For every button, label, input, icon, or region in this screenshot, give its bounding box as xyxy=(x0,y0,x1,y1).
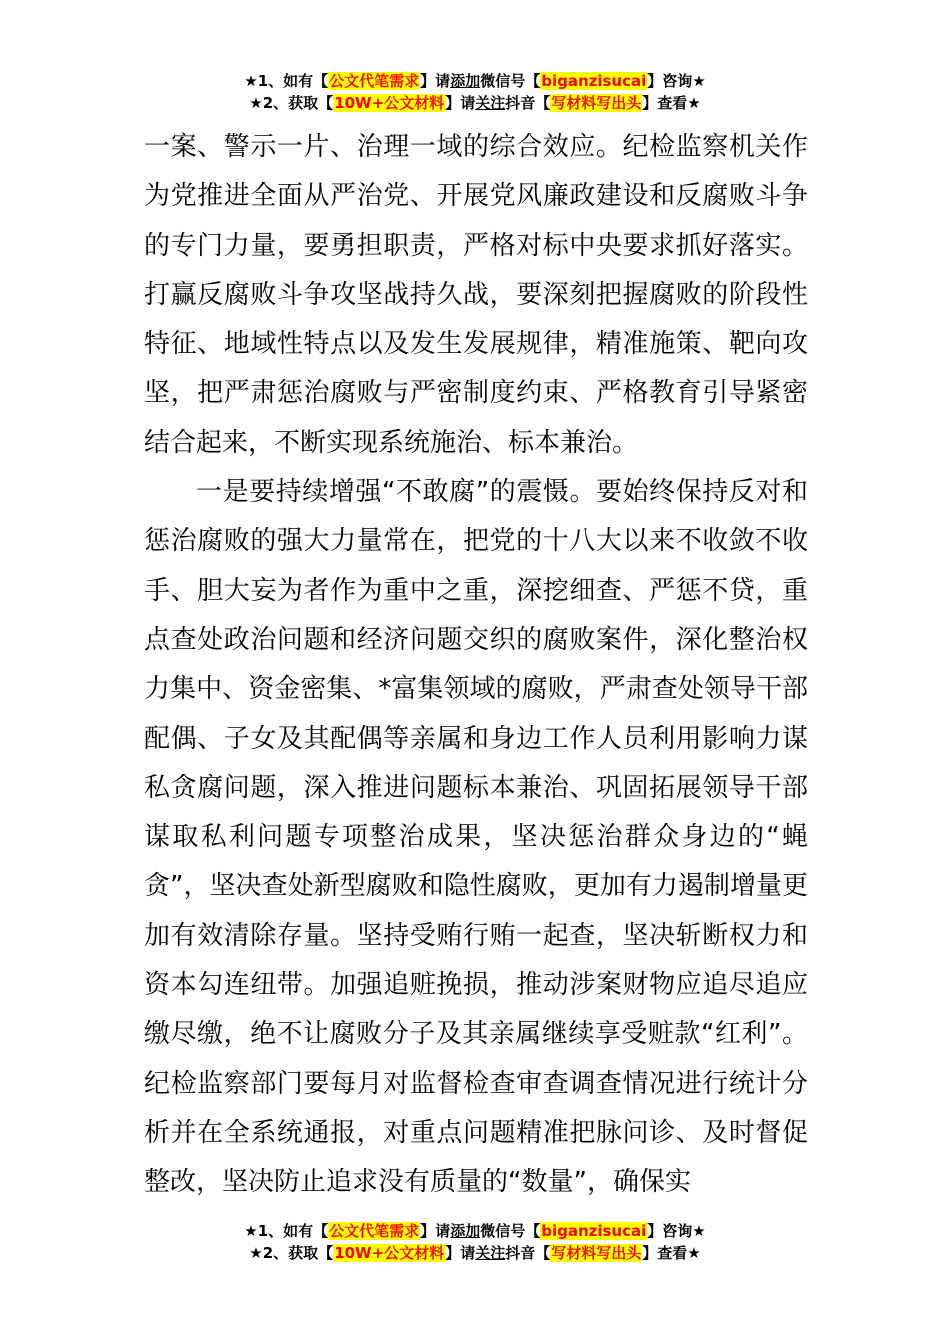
banner-highlight: biganzisucai xyxy=(541,1222,647,1240)
banner-line-1 xyxy=(0,1220,950,1242)
header-banner xyxy=(0,70,950,114)
document-body xyxy=(144,123,808,1208)
banner-text: 抖音【 xyxy=(505,94,551,112)
banner-text: 抖音【 xyxy=(505,1244,551,1262)
banner-text: ★2、获取【 xyxy=(249,94,334,112)
banner-line-2 xyxy=(0,1242,950,1264)
banner-highlight: 10W+公文材料 xyxy=(334,1244,445,1262)
banner-highlight: 写材料写出头 xyxy=(551,94,642,112)
banner-line-1 xyxy=(0,70,950,92)
banner-text: 】请 xyxy=(420,1222,451,1240)
banner-text: 】咨询★ xyxy=(647,1222,706,1240)
banner-text: 】查看★ xyxy=(642,94,701,112)
banner-text: ★1、如有【 xyxy=(244,72,329,90)
banner-highlight: 10W+公文材料 xyxy=(334,94,445,112)
banner-text: ★1、如有【 xyxy=(244,1222,329,1240)
banner-text: 】请 xyxy=(420,72,451,90)
banner-line-2 xyxy=(0,92,950,114)
banner-text: 】请 xyxy=(445,1244,476,1262)
banner-text: 】咨询★ xyxy=(647,72,706,90)
banner-highlight: 公文代笔需求 xyxy=(329,72,420,90)
banner-highlight: biganzisucai xyxy=(541,72,647,90)
banner-text: 微信号【 xyxy=(480,1222,541,1240)
paragraph-2: 一是要持续增强“不敢腐”的震慑。要始终保持反对和惩治腐败的强大力量常在，把党的十八大以来不收敛不收手、胆大妄为者作为重中之重，深挖细查、严惩不贷，重点查处政治问题和经济问题交织的腐败案件，深化整治权力集中、资金密集、*富集领域的腐败，严肃查处领导干部配偶、子女及其配偶等亲属和身边工作人员利用影响力谋私贪腐问题，深入推进问题标本兼治、巩固拓展领导干部谋取私利问题专项整治成果，坚决惩治群众身边的“蝇贪”，坚决查处新型腐败和隐性腐败，更加有力遏制增量更加有效清除存量。坚持受贿行贿一起查，坚决斩断权力和资本勾连纽带。加强追赃挽损，推动涉案财物应追尽追应缴尽缴，绝不让腐败分子及其亲属继续享受赃款“红利”。纪检监察部门要每月对监督检查审查调查情况进行统计分析并在全系统通报，对重点问题精准把脉问诊、及时督促整改，坚决防止追求没有质量的“数量”，确保实 xyxy=(144,477,808,1198)
banner-underline: 添加 xyxy=(450,72,481,90)
banner-highlight: 写材料写出头 xyxy=(551,1244,642,1262)
footer-banner xyxy=(0,1220,950,1264)
banner-text: 微信号【 xyxy=(480,72,541,90)
paragraph-1: 一案、警示一片、治理一域的综合效应。纪检监察机关作为党推进全面从严治党、开展党风廉政建设和反腐败斗争的专门力量，要勇担职责，严格对标中央要求抓好落实。打赢反腐败斗争攻坚战持久战，要深刻把握腐败的阶段性特征、地域性特点以及发生发展规律，精准施策、靶向攻坚，把严肃惩治腐败与严密制度约束、严格教育引导紧密结合起来，不断实现系统施治、标本兼治。 xyxy=(144,132,808,458)
banner-text: ★2、获取【 xyxy=(249,1244,334,1262)
banner-text: 】查看★ xyxy=(642,1244,701,1262)
banner-text: 】请 xyxy=(445,94,476,112)
banner-highlight: 公文代笔需求 xyxy=(329,1222,420,1240)
banner-underline: 添加 xyxy=(450,1222,481,1240)
banner-underline: 关注 xyxy=(475,94,506,112)
banner-underline: 关注 xyxy=(475,1244,506,1262)
